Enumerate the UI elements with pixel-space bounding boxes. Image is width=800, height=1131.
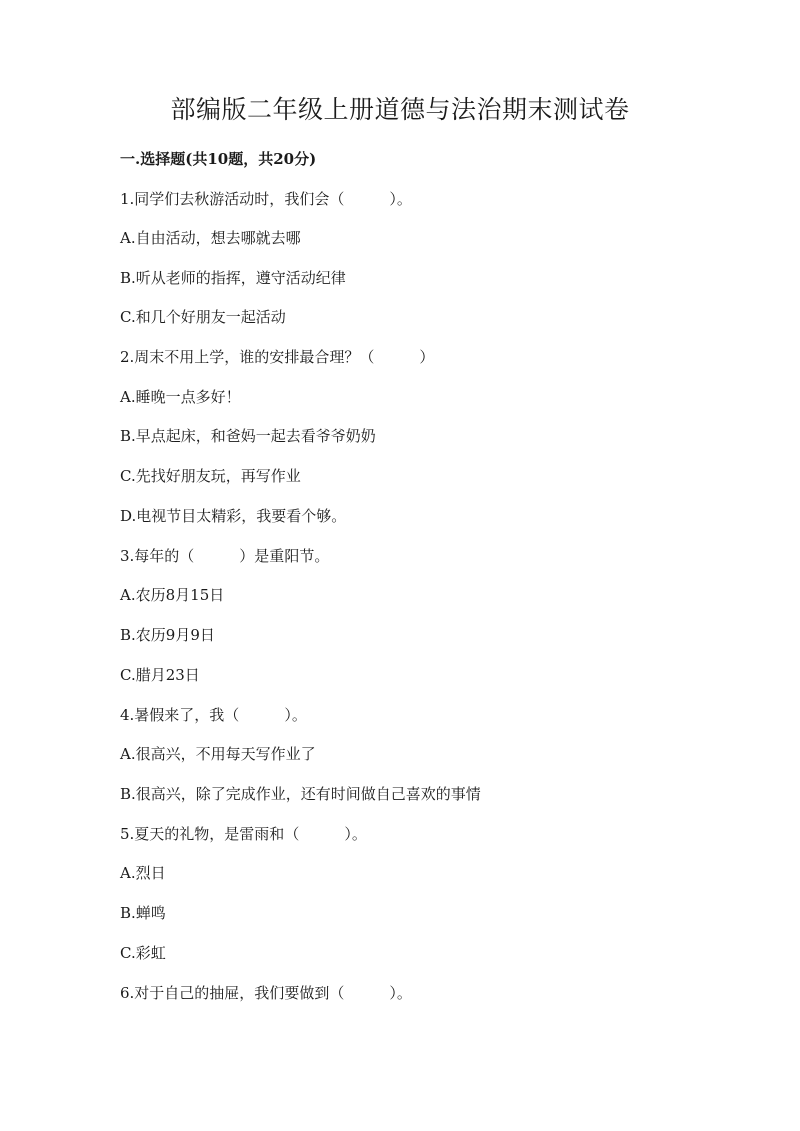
question-6: 6.对于自己的抽屉，我们要做到（ ）。 bbox=[120, 984, 412, 1002]
question-1: 1.同学们去秋游活动时，我们会（ ）。 bbox=[120, 190, 412, 208]
page-title: 部编版二年级上册道德与法治期末测试卷 bbox=[170, 95, 630, 124]
question-2: 2.周末不用上学，谁的安排最合理？（ ） bbox=[120, 348, 435, 366]
question-3-option-a: A.农历8月15日 bbox=[120, 586, 225, 604]
question-3: 3.每年的（ ）是重阳节。 bbox=[120, 547, 330, 565]
question-1-option-c: C.和几个好朋友一起活动 bbox=[120, 308, 286, 326]
question-5-option-b: B.蝉鸣 bbox=[120, 904, 166, 922]
question-4: 4.暑假来了，我（ ）。 bbox=[120, 706, 307, 724]
question-2-option-a: A.睡晚一点多好！ bbox=[120, 388, 241, 406]
question-3-option-c: C.腊月23日 bbox=[120, 666, 200, 684]
question-4-option-a: A.很高兴，不用每天写作业了 bbox=[120, 745, 316, 763]
question-4-option-b: B.很高兴，除了完成作业，还有时间做自己喜欢的事情 bbox=[120, 785, 481, 803]
question-1-option-a: A.自由活动，想去哪就去哪 bbox=[120, 229, 301, 247]
question-2-option-c: C.先找好朋友玩，再写作业 bbox=[120, 467, 301, 485]
section-heading: 一.选择题(共10题，共20分) bbox=[120, 150, 317, 168]
question-5-option-a: A.烈日 bbox=[120, 864, 166, 882]
question-1-option-b: B.听从老师的指挥，遵守活动纪律 bbox=[120, 269, 346, 287]
question-3-option-b: B.农历9月9日 bbox=[120, 626, 215, 644]
question-2-option-d: D.电视节目太精彩，我要看个够。 bbox=[120, 507, 347, 525]
question-2-option-b: B.早点起床，和爸妈一起去看爷爷奶奶 bbox=[120, 427, 376, 445]
question-5-option-c: C.彩虹 bbox=[120, 944, 166, 962]
question-5: 5.夏天的礼物，是雷雨和（ ）。 bbox=[120, 825, 367, 843]
